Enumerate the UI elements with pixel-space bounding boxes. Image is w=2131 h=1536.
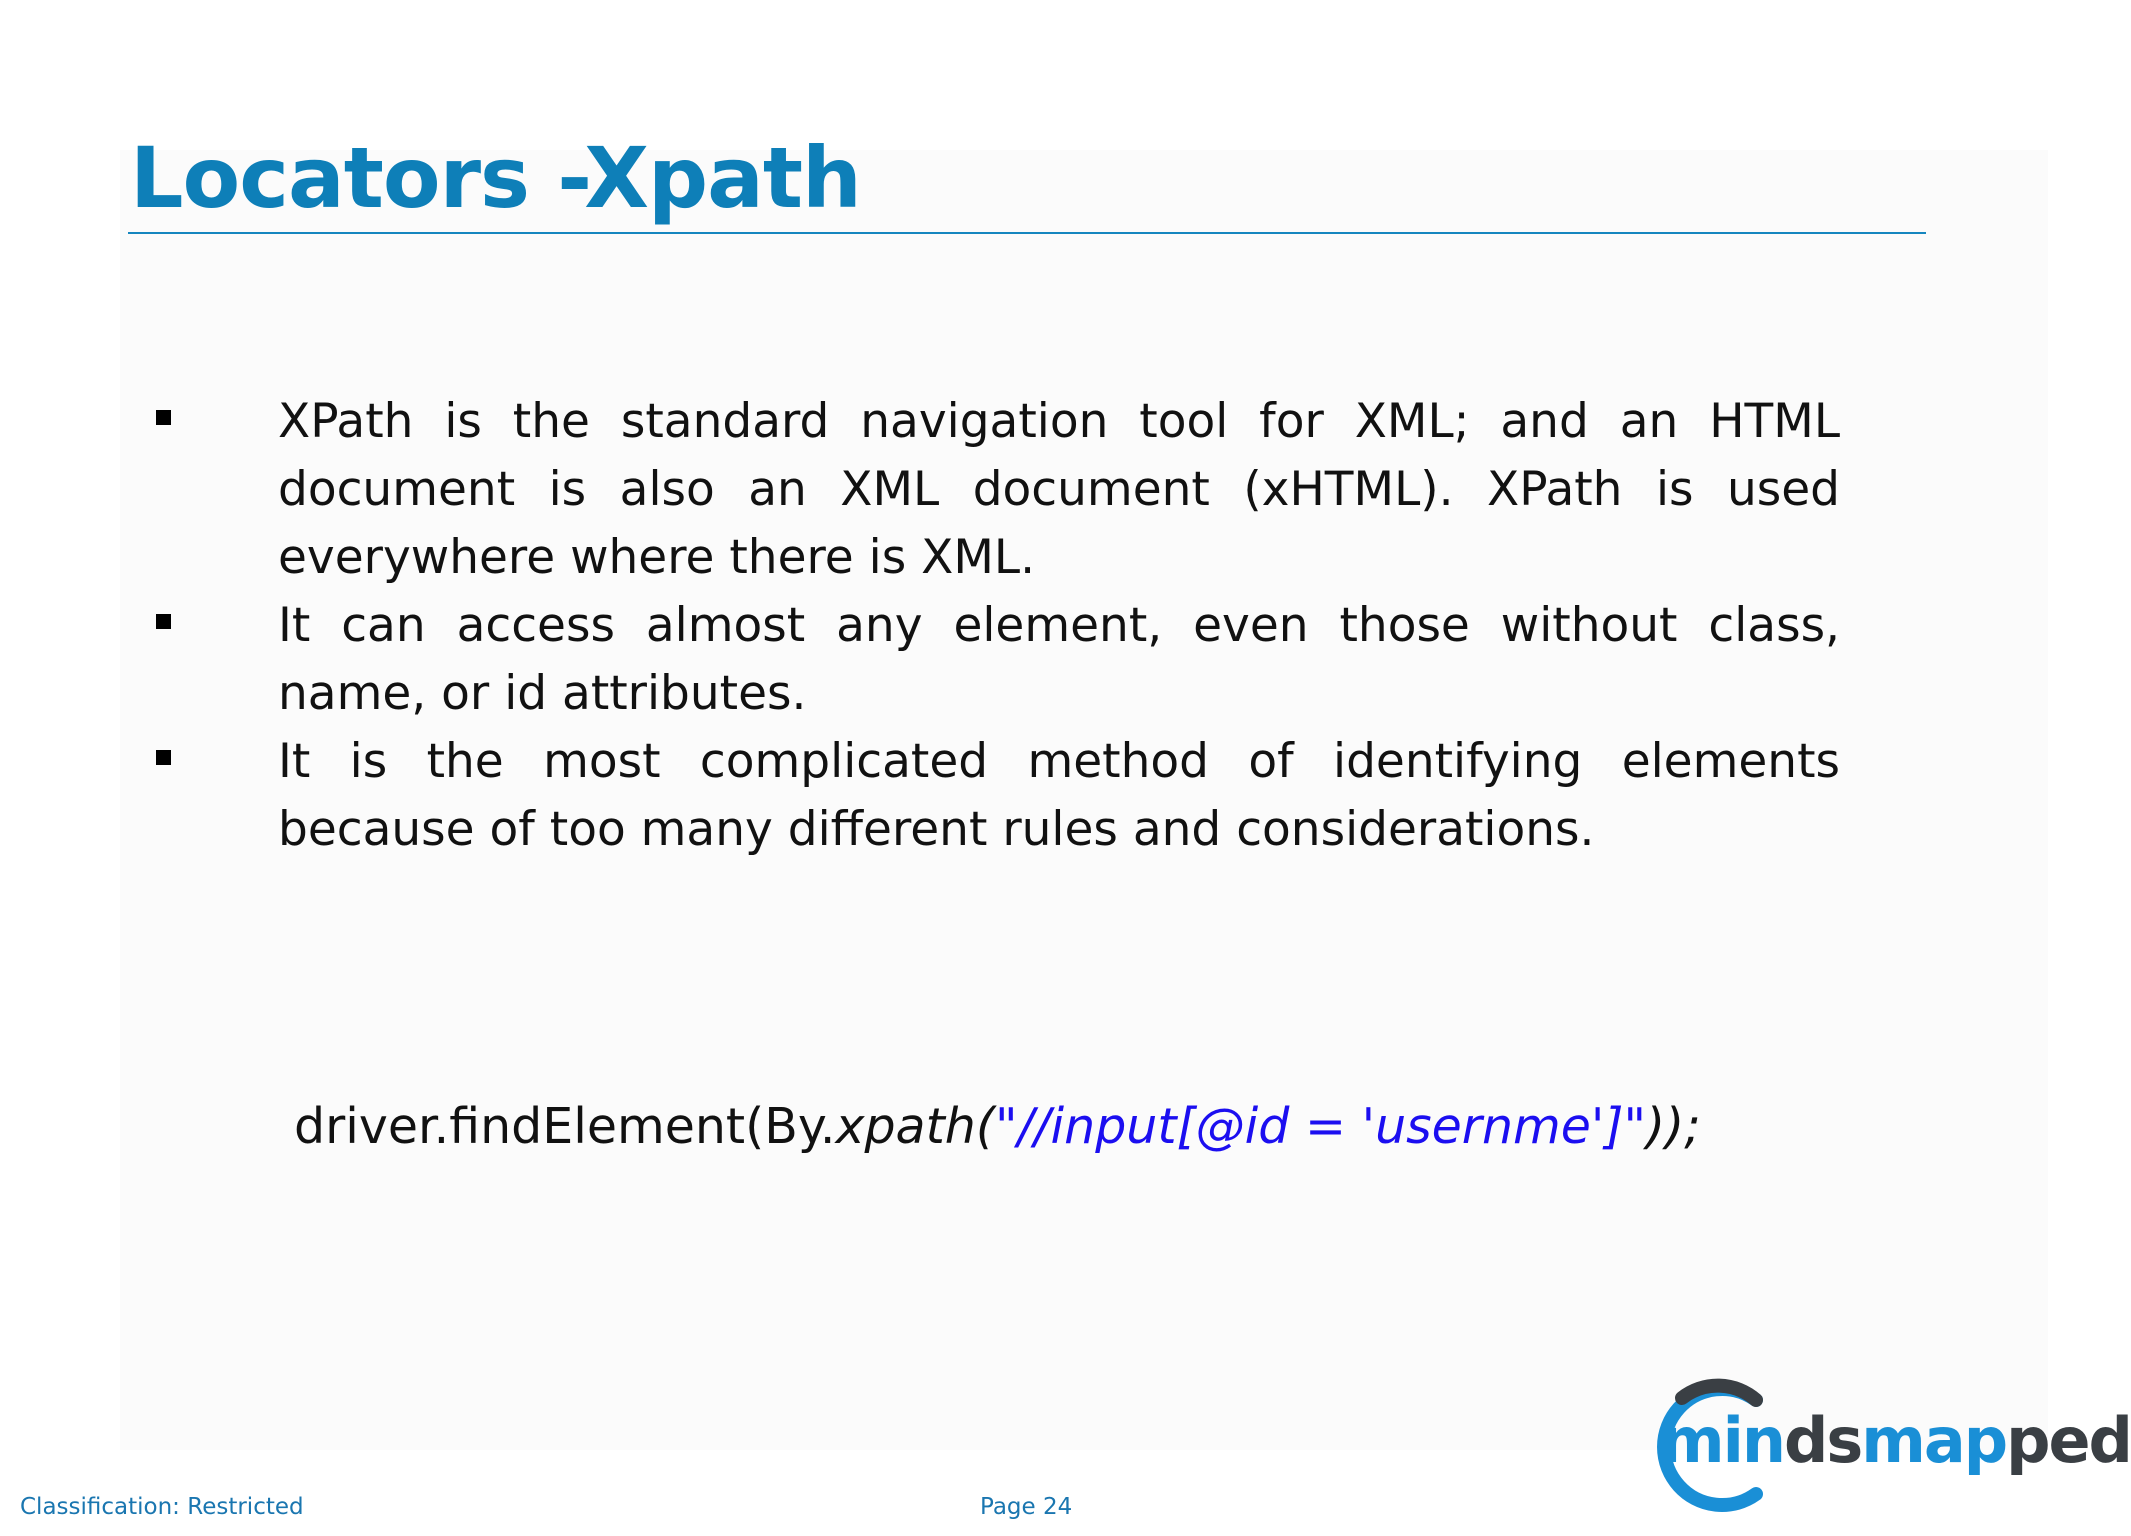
logo-text-part: ds <box>1784 1404 1862 1477</box>
mindsmapped-logo <box>1624 1378 2131 1516</box>
code-example <box>294 1098 1701 1155</box>
bullet-item <box>150 388 1840 592</box>
code-prefix: driver.findElement(By. <box>294 1098 836 1155</box>
square-bullet-icon <box>156 614 171 629</box>
footer-page-number: Page 24 <box>980 1494 1073 1520</box>
square-bullet-icon <box>156 410 171 425</box>
title-underline <box>128 232 1926 234</box>
bullet-item <box>150 592 1840 728</box>
square-bullet-icon <box>156 750 171 765</box>
bullet-item <box>150 728 1840 864</box>
bullet-list <box>150 388 1840 864</box>
bullet-text: XPath is the standard navigation tool for XML; and an HTML document is also an XML document (xHTML). XPath is used everywhere where there is XML. <box>278 394 1840 585</box>
logo-text-part: map <box>1861 1404 2007 1477</box>
footer-classification: Classification: Restricted <box>20 1494 304 1520</box>
code-suffix: )); <box>1646 1098 1701 1155</box>
bullet-text: It can access almost any element, even those without class, name, or id attributes. <box>278 598 1840 721</box>
code-string: "//input[@id = 'usernme']" <box>994 1098 1647 1155</box>
logo-wordmark <box>1660 1404 2131 1477</box>
bullet-text: It is the most complicated method of identifying elements because of too many different rules and considerations. <box>278 734 1840 857</box>
logo-text-part: min <box>1660 1404 1784 1477</box>
code-method: xpath( <box>835 1098 995 1155</box>
slide-title: Locators -Xpath <box>130 129 861 227</box>
logo-text-part: ped <box>2006 1404 2131 1477</box>
